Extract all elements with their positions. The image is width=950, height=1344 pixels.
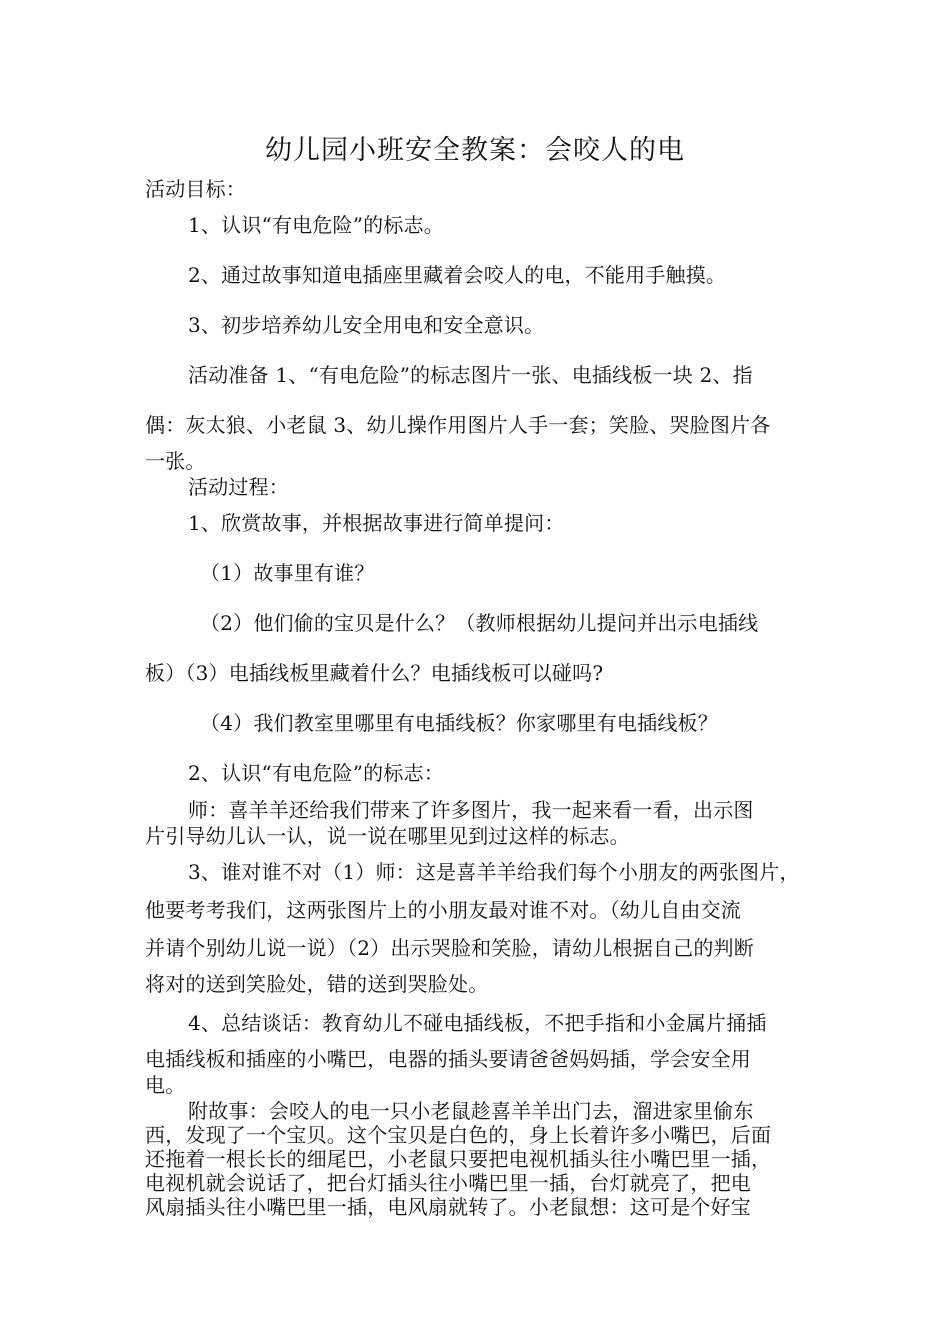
goal-1: 1、认识“有电危险”的标志。: [188, 213, 444, 237]
story-line-3: 还拖着一根长长的细尾巴，小老鼠只要把电视机插头往小嘴巴里一插，: [145, 1147, 772, 1171]
document-title: 幼儿园小班安全教案：会咬人的电: [265, 135, 685, 166]
heading-activity-goals: 活动目标：: [145, 177, 246, 201]
process-step-1: 1、欣赏故事，并根据故事进行简单提问：: [188, 511, 565, 535]
story-line-5: 风扇插头往小嘴巴里一插，电风扇就转了。小老鼠想：这可是个好宝: [145, 1195, 751, 1219]
process-step-2: 2、认识“有电危险”的标志：: [188, 761, 444, 785]
goal-3: 3、初步培养幼儿安全用电和安全意识。: [188, 313, 545, 337]
story-line-2: 西，发现了一个宝贝。这个宝贝是白色的，身上长着许多小嘴巴，后面: [145, 1123, 772, 1147]
question-3: 板）（3）电插线板里藏着什么？电插线板可以碰吗?: [145, 661, 604, 685]
step-2-text-line-2: 片引导幼儿认一认，说一说在哪里见到过这样的标志。: [145, 824, 630, 848]
process-step-4-line-1: 4、总结谈话：教育幼儿不碰电插线板，不把手指和小金属片捅插: [188, 1011, 767, 1035]
step-2-text-line-1: 师：喜羊羊还给我们带来了许多图片，我一起来看一看，出示图: [188, 798, 754, 822]
process-step-3-line-1: 3、谁对谁不对（1）师：这是喜羊羊给我们每个小朋友的两张图片，: [188, 860, 800, 884]
question-1: （1）故事里有谁？: [200, 561, 375, 585]
story-line-4: 电视机就会说话了，把台灯插头往小嘴巴里一插，台灯就亮了，把电: [145, 1171, 751, 1195]
heading-activity-process: 活动过程：: [188, 475, 289, 499]
question-4: （4）我们教室里哪里有电插线板？你家哪里有电插线板？: [200, 711, 718, 735]
process-step-4-line-2: 电插线板和插座的小嘴巴，电器的插头要请爸爸妈妈插，学会安全用: [145, 1047, 751, 1071]
preparation-line-1: 活动准备 1、“有电危险”的标志图片一张、电插线板一块 2、指: [188, 363, 753, 387]
process-step-3-line-2: 他要考考我们，这两张图片上的小朋友最对谁不对。（幼儿自由交流: [145, 898, 741, 922]
process-step-3-line-4: 将对的送到笑脸处，错的送到哭脸处。: [145, 972, 489, 996]
goal-2: 2、通过故事知道电插座里藏着会咬人的电，不能用手触摸。: [188, 263, 727, 287]
process-step-3-line-3: 并请个别幼儿说一说）（2）出示哭脸和笑脸，请幼儿根据自己的判断: [145, 936, 754, 960]
question-2: （2）他们偷的宝贝是什么？（教师根据幼儿提问并出示电插线: [200, 611, 759, 635]
process-step-4-line-3: 电。: [145, 1073, 186, 1097]
story-line-1: 附故事：会咬人的电一只小老鼠趁喜羊羊出门去，溜进家里偷东: [188, 1099, 754, 1123]
preparation-line-2: 偶：灰太狼、小老鼠 3、幼儿操作用图片人手一套；笑脸、哭脸图片各: [145, 413, 771, 437]
preparation-line-3: 一张。: [145, 449, 206, 473]
